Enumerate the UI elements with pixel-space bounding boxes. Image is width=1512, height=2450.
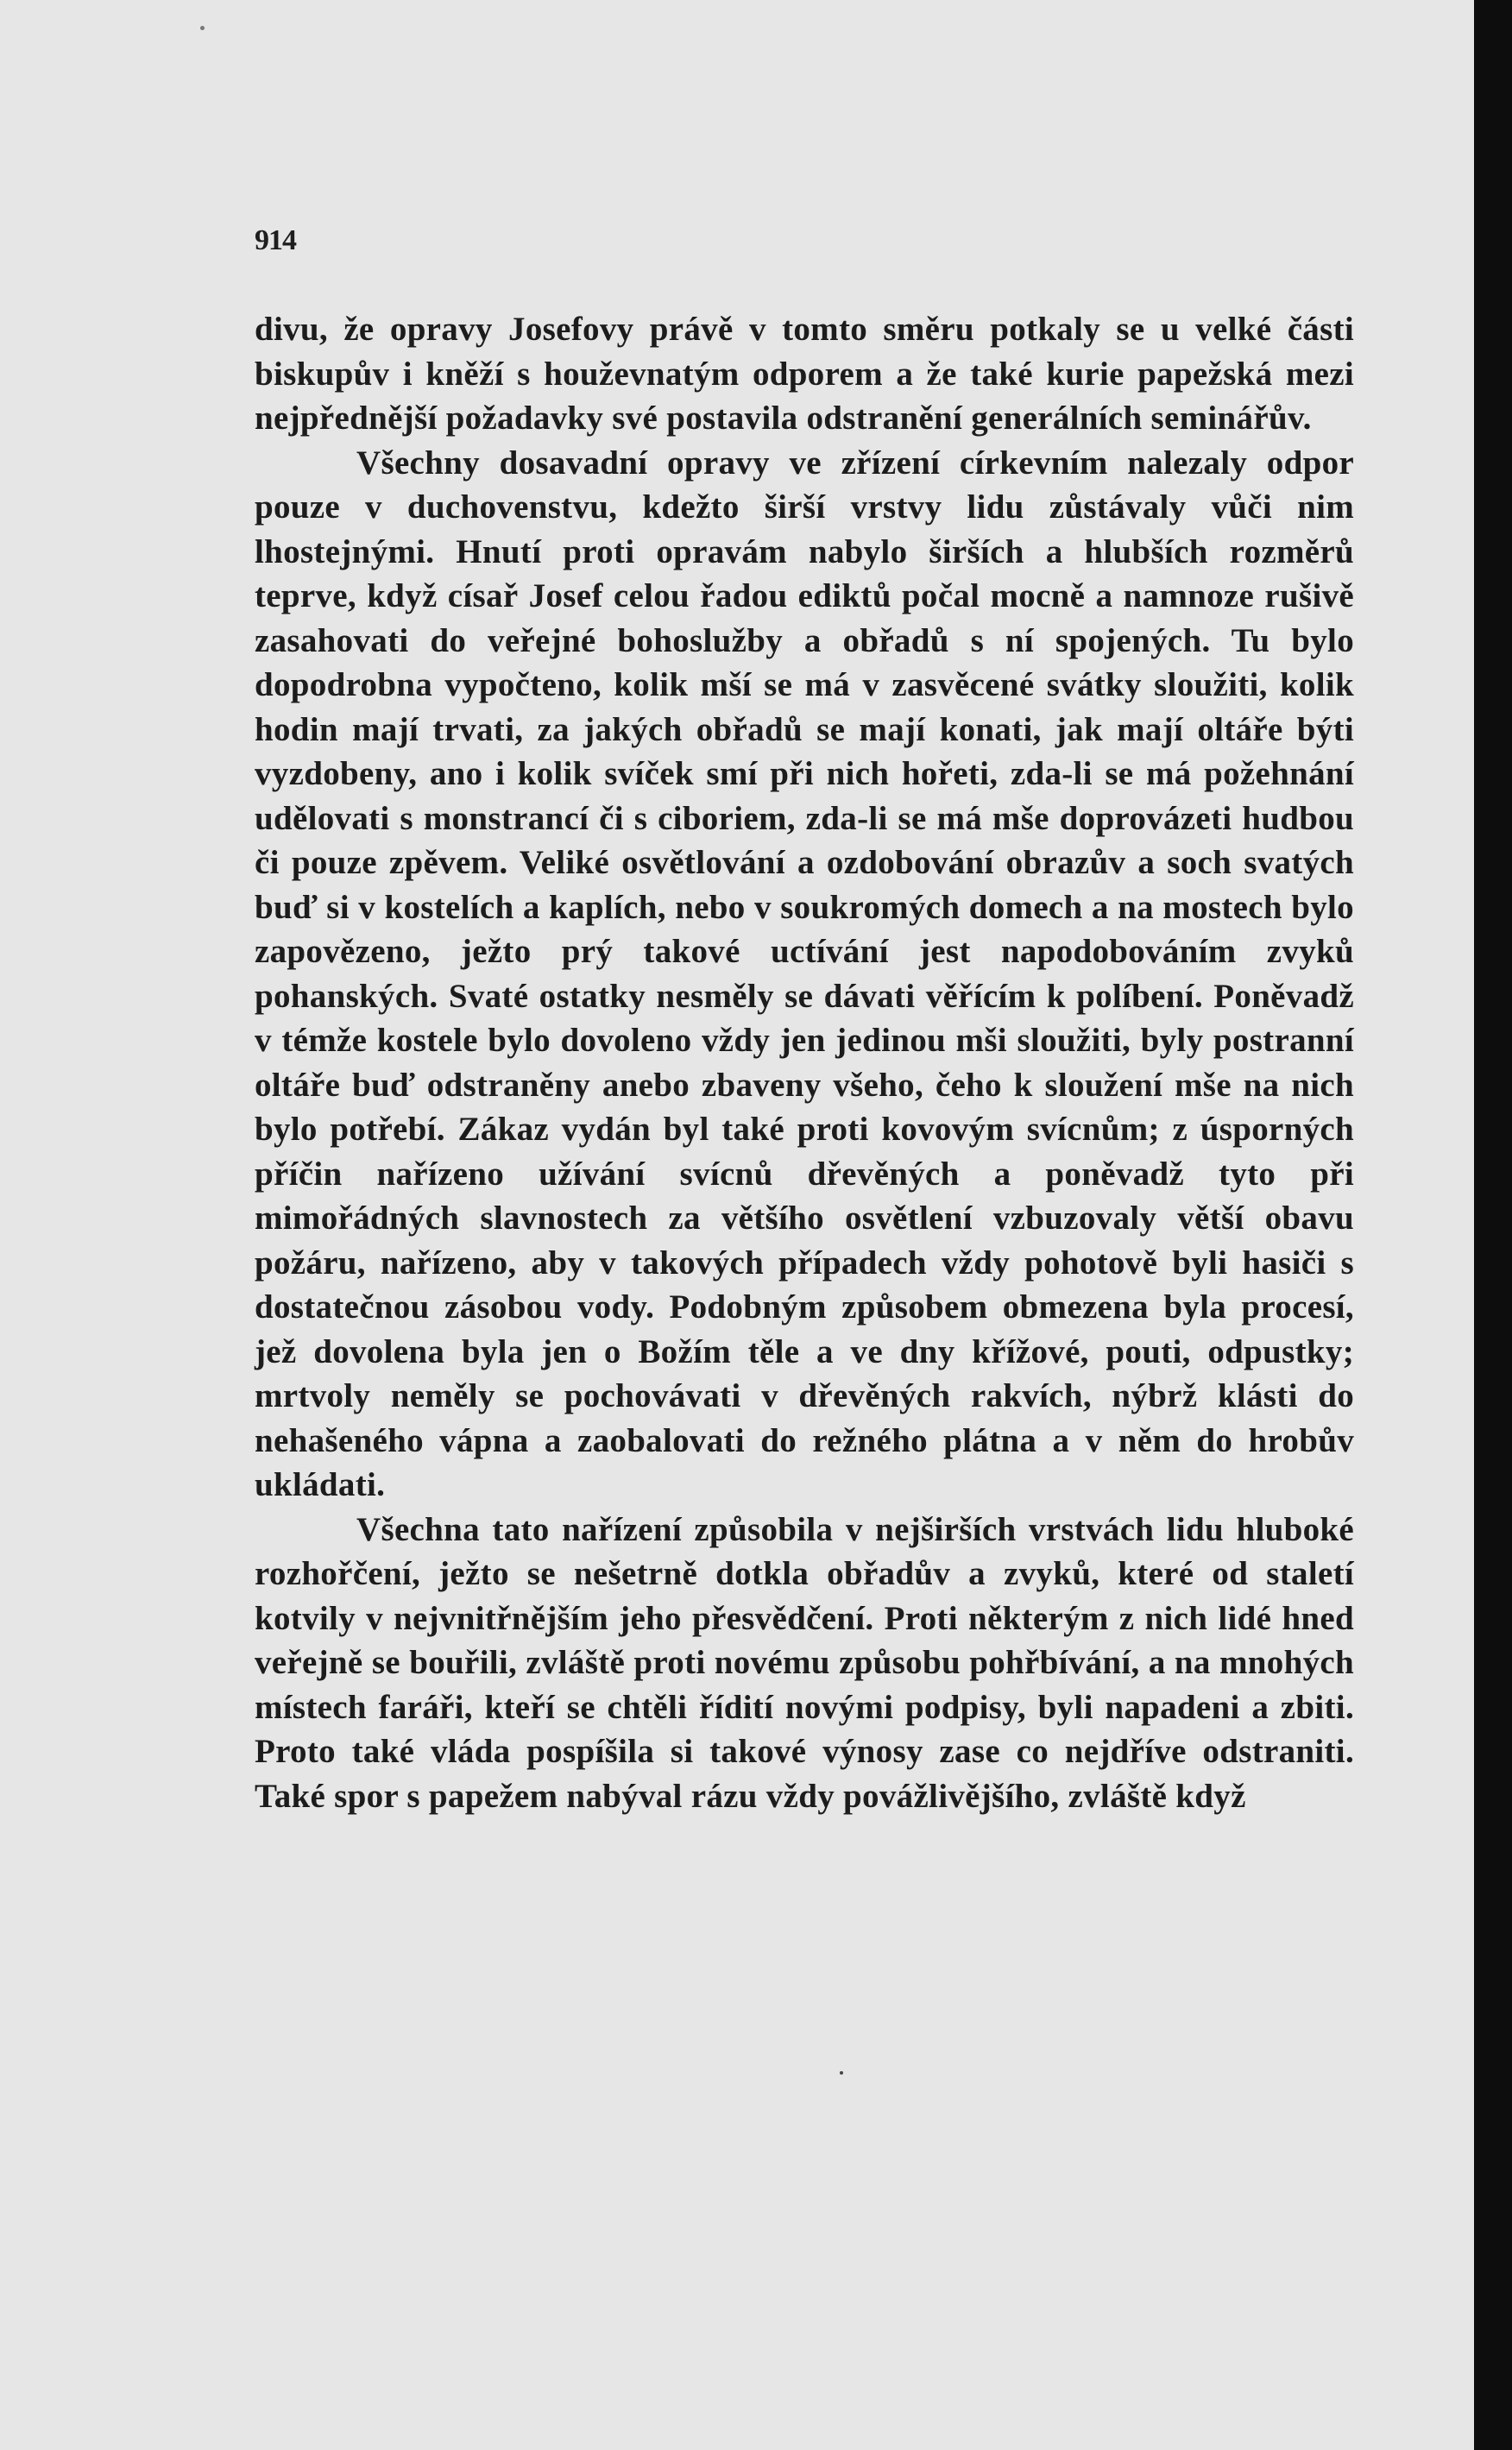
scan-speck xyxy=(200,26,205,30)
body-text xyxy=(255,307,1354,1818)
scan-edge-border xyxy=(1474,0,1512,2450)
scan-mark xyxy=(840,2071,843,2075)
paragraph-church-reforms: Všechny dosavadní opravy ve zřízení církevním nalezaly odpor pouze v duchovenstvu, kdežto širší vrstvy lidu zůstávaly vůči nim lhostejnými. Hnutí proti opravám nabylo širších a hlubších rozměrů teprve, když císař Josef celou řadou ediktů počal mocně a namnoze rušivě zasahovati do veřejné bohoslužby a obřadů s ní spojených. Tu bylo dopodrobna vypočteno, kolik mší se má v zasvěcené svátky sloužiti, kolik hodin mají trvati, za jakých obřadů se mají konati, jak mají oltáře býti vyzdobeny, ano i kolik svíček smí při nich hořeti, zda-li se má požehnání udělovati s monstrancí či s ciboriem, zda-li se má mše doprovázeti hudbou či pouze zpěvem. Veliké osvětlování a ozdobování obrazův a soch svatých buď si v kostelích a kaplích, nebo v soukromých domech a na mostech bylo zapovězeno, ježto prý takové uctívání jest napodobováním zvyků pohanských. Svaté ostatky nesměly se dávati věřícím k políbení. Poněvadž v témže kostele bylo dovoleno vždy jen jedinou mši sloužiti, byly postranní oltáře buď odstraněny anebo zbaveny všeho, čeho k sloužení mše na nich bylo potřebí. Zákaz vydán byl také proti kovovým svícnům; z úsporných příčin nařízeno užívání svícnů dřevěných a poněvadž tyto při mimořádných slavnostech za většího osvětlení vzbuzovaly větší obavu požáru, nařízeno, aby v takových případech vždy pohotově byli hasiči s dostatečnou zásobou vody. Podobným způsobem obmezena byla procesí, jež dovolena byla jen o Božím těle a ve dny křížové, pouti, odpustky; mrtvoly neměly se pochovávati v dřevěných rakvích, nýbrž klásti do nehašeného vápna a zaobalovati do režného plátna a v něm do hrobův ukládati. xyxy=(255,444,1354,1503)
paragraph-continuation: divu, že opravy Josefovy právě v tomto směru potkaly se u velké části biskupův i kněží s houževnatým odporem a že také kurie papežská mezi nejpřednější požadavky své postavila odstranění generálních seminářův. xyxy=(255,311,1354,437)
page-number: 914 xyxy=(255,224,296,256)
paragraph-public-reaction: Všechna tato nařízení způsobila v nejširších vrstvách lidu hluboké rozhořčení, ježto se nešetrně dotkla obřadův a zvyků, které od staletí kotvily v nejvnitřnějším jeho přesvědčení. Proti některým z nich lidé hned veřejně se bouřili, zvláště proti novému způsobu pohřbívání, a na mnohých místech faráři, kteří se chtěli řídití novými podpisy, byli napadeni a zbiti. Proto také vláda pospíšila si takové výnosy zase co nejdříve odstraniti. Také spor s papežem nabýval rázu vždy povážlivějšího, zvláště když xyxy=(255,1510,1354,1815)
